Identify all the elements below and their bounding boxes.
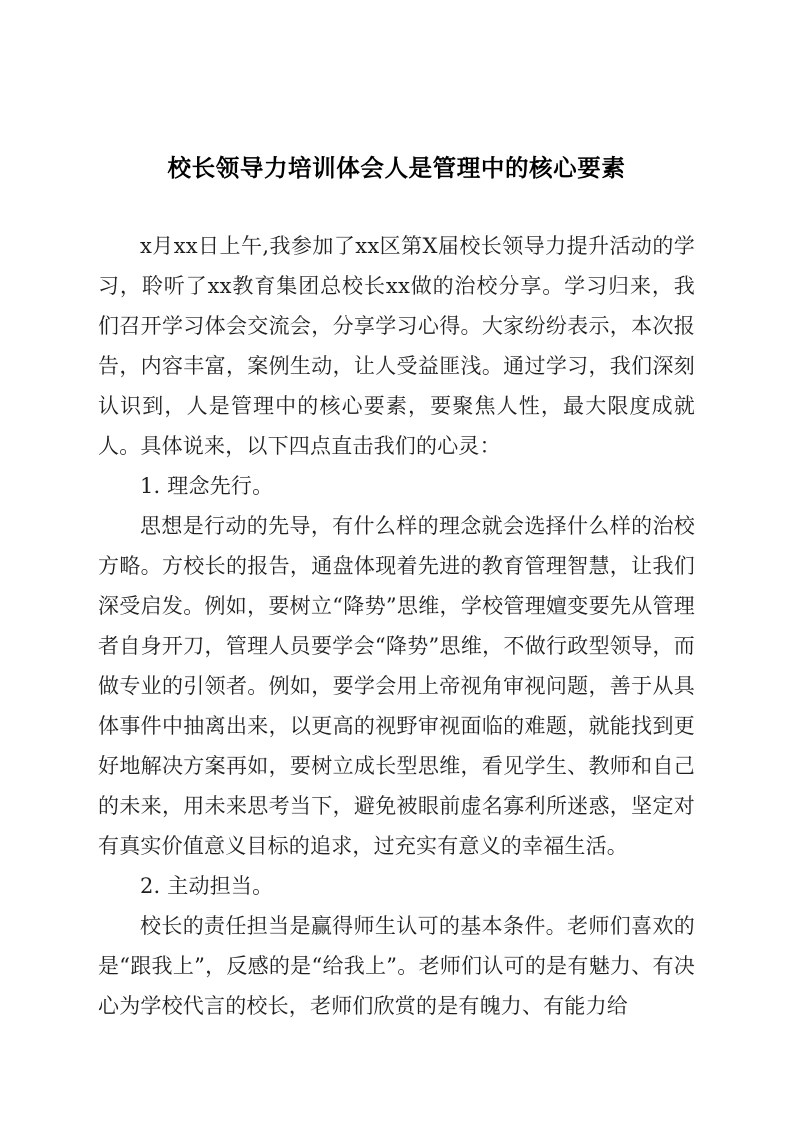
document-body — [98, 226, 695, 1026]
page-title: 校长领导力培训体会人是管理中的核心要素 — [167, 155, 626, 181]
paragraph-item-2-body: 校长的责任担当是赢得师生认可的基本条件。老师们喜欢的是“跟我上”，反感的是“给我上”。老师们认可的是有魅力、有决心为学校代言的校长，老师们欣赏的是有魄力、有能力给 — [98, 914, 695, 1018]
document-content — [98, 0, 695, 1026]
list-item-1: 1. 理念先行。 — [140, 474, 274, 498]
paragraph-intro: x月xx日上午,我参加了xx区第X届校长领导力提升活动的学习，聆听了xx教育集团总校长xx做的治校分享。学习归来，我们召开学习体会交流会，分享学习心得。大家纷纷表示，本次报告，内容丰富，案例生动，让人受益匪浅。通过学习，我们深刻认识到，人是管理中的核心要素，要聚焦人性，最大限度成就人。具体说来，以下四点直击我们的心灵： — [98, 234, 695, 458]
list-item-2: 2. 主动担当。 — [140, 874, 274, 898]
paragraph-item-1-body: 思想是行动的先导，有什么样的理念就会选择什么样的治校方略。方校长的报告，通盘体现着先进的教育管理智慧，让我们深受启发。例如，要树立“降势”思维，学校管理嬗变要先从管理者自身开刀，管理人员要学会“降势”思维，不做行政型领导，而做专业的引领者。例如，要学会用上帝视角审视问题，善于从具体事件中抽离出来，以更高的视野审视面临的难题，就能找到更好地解决方案再如，要树立成长型思维，看见学生、教师和自己的未来，用未来思考当下，避免被眼前虚名寡利所迷惑，坚定对有真实价值意义目标的追求，过充实有意义的幸福生活。 — [98, 514, 695, 858]
